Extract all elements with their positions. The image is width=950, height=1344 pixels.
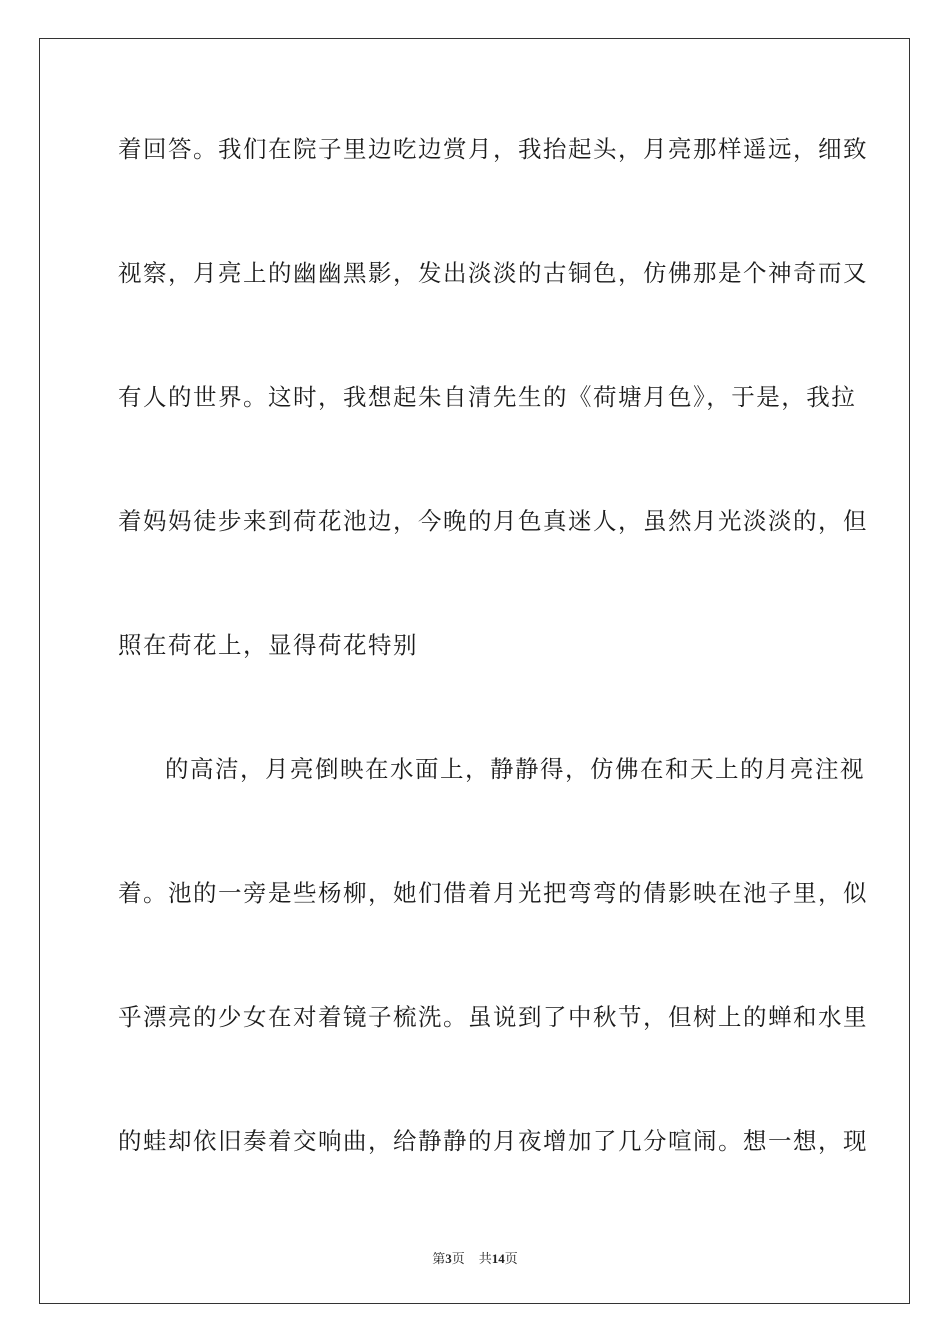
- text-line: 乎漂亮的少女在对着镜子梳洗。虽说到了中秋节，但树上的蝉和水里: [118, 1003, 868, 1031]
- page-footer: [0, 1248, 950, 1267]
- text-line: 着回答。我们在院子里边吃边赏月，我抬起头，月亮那样遥远，细致: [118, 135, 868, 163]
- page-number: 3: [445, 1251, 452, 1266]
- page-suffix: 页: [451, 1252, 465, 1267]
- document-body: [118, 120, 868, 1236]
- text-line: 着妈妈徒步来到荷花池边，今晚的月色真迷人，虽然月光淡淡的，但: [118, 507, 868, 535]
- text-line: 视察，月亮上的幽幽黑影，发出淡淡的古铜色，仿佛那是个神奇而又: [118, 259, 868, 287]
- text-line-paragraph-start: 的高洁，月亮倒映在水面上，静静得，仿佛在和天上的月亮注视: [165, 755, 865, 783]
- text-line: 照在荷花上，显得荷花特别: [118, 631, 418, 659]
- total-prefix: 共: [478, 1252, 492, 1267]
- text-line: 着。池的一旁是些杨柳，她们借着月光把弯弯的倩影映在池子里，似: [118, 879, 868, 907]
- text-line: 的蛙却依旧奏着交响曲，给静静的月夜增加了几分喧闹。想一想，现: [118, 1127, 868, 1155]
- total-pages: 14: [491, 1251, 505, 1266]
- page-prefix: 第: [432, 1252, 446, 1267]
- total-suffix: 页: [504, 1252, 518, 1267]
- text-line: 有人的世界。这时，我想起朱自清先生的《荷塘月色》，于是，我拉: [118, 383, 857, 411]
